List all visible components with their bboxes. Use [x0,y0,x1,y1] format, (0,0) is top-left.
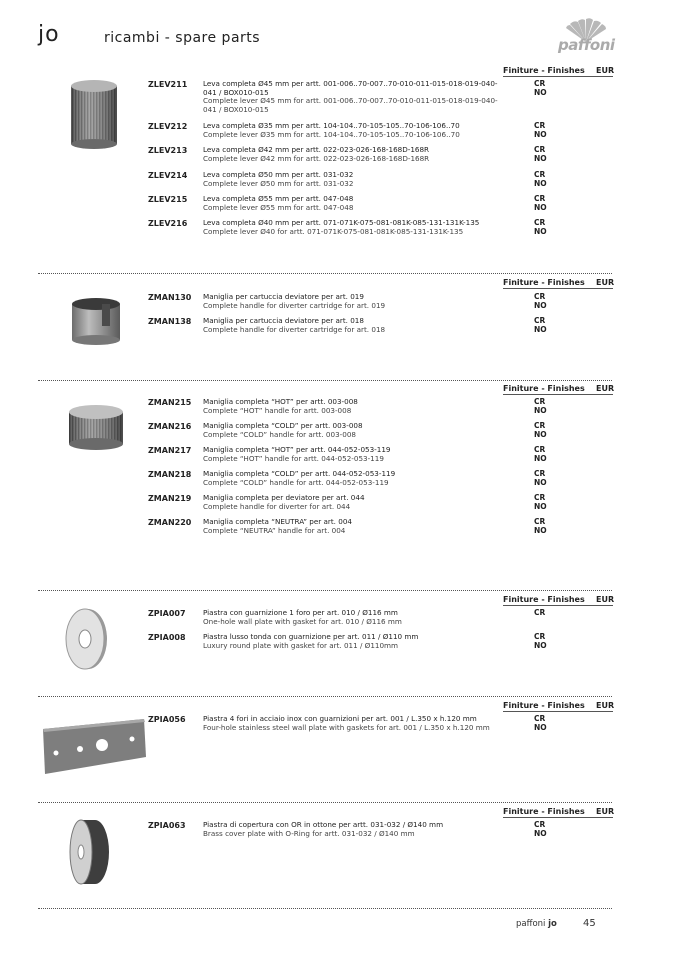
finish-codes: CR NO [534,170,547,188]
product-code: ZPIA007 [148,609,186,618]
header-rule [503,711,613,712]
finishes-header: Finiture - Finishes [503,384,585,393]
paffoni-logo [556,16,616,56]
product-description: Maniglia per cartuccia deviatore per art. 019 Complete handle for diverter cartridge for art. 019 [203,292,386,310]
product-code: ZLEV216 [148,219,188,228]
finishes-header: Finiture - Finishes [503,701,585,710]
product-code: ZPIA008 [148,633,186,642]
product-description: Piastra lusso tonda con guarnizione per art. 011 / Ø110 mm Luxury round plate with gasket for art. 011 / Ø110mm [203,632,419,650]
product-code: ZLEV212 [148,122,188,131]
product-code: ZMAN218 [148,470,192,479]
eur-header: EUR [596,595,615,604]
product-description: Piastra 4 fori in acciaio inox con guarnizioni per art. 001 / L.350 x h.120 mm Four-hole stainless steel wall plate with gaskets for art. 001 / L.350 x h.120 mm [203,714,490,732]
section-divider [38,696,612,697]
product-description: Leva completa Ø35 mm per artt. 104-104..70-105-105..70-106-106..70 Complete lever Ø35 mm for artt. 104-104..70-105-105..70-106-106..70 [203,121,460,139]
product-code: ZLEV213 [148,146,188,155]
finish-codes: CR NO [534,194,547,212]
product-code: ZMAN217 [148,446,192,455]
header-rule [503,605,613,606]
eur-header: EUR [596,384,615,393]
finishes-header: Finiture - Finishes [503,807,585,816]
finish-codes: CR NO [534,397,547,415]
header-rule [503,394,613,395]
page-brand: jo [38,22,60,47]
product-description: Maniglia completa “NEUTRA” per art. 004 Complete “NEUTRA” handle for art. 004 [203,517,352,535]
finish-codes: CR NO [534,292,547,310]
eur-header: EUR [596,66,615,75]
eur-header: EUR [596,278,615,287]
finish-codes: CR NO [534,316,547,334]
product-code: ZMAN130 [148,293,192,302]
product-description: Piastra di copertura con OR in ottone per artt. 031-032 / Ø140 mm Brass cover plate with O-Ring for artt. 031-032 / Ø140 mm [203,820,444,838]
product-description: Maniglia completa “COLD” per artt. 044-052-053-119 Complete “COLD” handle for artt. 044-052-053-119 [203,469,396,487]
product-description: Leva completa Ø50 mm per artt. 031-032 Complete lever Ø50 mm for artt. 031-032 [203,170,354,188]
product-code: ZPIA063 [148,821,186,830]
finish-codes: CR NO [534,79,547,97]
finishes-header: Finiture - Finishes [503,66,585,75]
product-description: Leva completa Ø55 mm per artt. 047-048 Complete lever Ø55 mm for artt. 047-048 [203,194,354,212]
finishes-header: Finiture - Finishes [503,595,585,604]
page-number: 45 [583,918,596,929]
product-code: ZLEV214 [148,171,188,180]
finishes-header: Finiture - Finishes [503,278,585,287]
section-divider [38,590,612,591]
round-wall-plate-image [62,603,112,673]
finish-codes: CR NO [534,218,547,236]
product-description: Maniglia completa “HOT” per artt. 003-008 Complete “HOT” handle for artt. 003-008 [203,397,358,415]
product-description: Maniglia per cartuccia deviatore per art. 018 Complete handle for diverter cartridge for art. 018 [203,316,386,334]
section-divider [38,802,612,803]
eur-header: EUR [596,807,615,816]
finish-codes: CR NO [534,632,547,650]
product-description: Maniglia completa “HOT” per artt. 044-052-053-119 Complete “HOT” handle for artt. 044-052-053-119 [203,445,391,463]
finish-codes: CR [534,608,546,617]
product-code: ZPIA056 [148,715,186,724]
product-code: ZLEV215 [148,195,188,204]
product-code: ZMAN215 [148,398,192,407]
diverter-handle-image [68,294,124,348]
product-code: ZMAN216 [148,422,192,431]
product-description: Leva completa Ø42 mm per artt. 022-023-026-168-168D-168R Complete lever Ø42 mm for artt. 022-023-026-168-168D-168R [203,145,430,163]
header-rule [503,817,613,818]
product-code: ZMAN220 [148,518,192,527]
product-code: ZMAN219 [148,494,192,503]
product-code: ZMAN138 [148,317,192,326]
lever-knurled-cylinder-image [66,76,124,152]
brass-cover-plate-image [68,815,116,887]
section-divider [38,908,612,909]
section-divider [38,380,612,381]
logo-text: paffoni [558,36,615,54]
finish-codes: CR NO [534,493,547,511]
finish-codes: CR NO [534,517,547,535]
finish-codes: CR NO [534,421,547,439]
product-description: Maniglia completa “COLD” per artt. 003-008 Complete “COLD” handle for artt. 003-008 [203,421,363,439]
header-rule [503,288,613,289]
finish-codes: CR NO [534,145,547,163]
product-code: ZLEV211 [148,80,188,89]
footer-brand: paffoni jo [516,919,557,929]
header-rule [503,76,613,77]
section-divider [38,273,612,274]
page-subtitle: ricambi - spare parts [104,30,261,46]
knurled-handle-image [66,402,126,454]
eur-header: EUR [596,701,615,710]
four-hole-plate-image [40,717,150,777]
finish-codes: CR NO [534,714,547,732]
finish-codes: CR NO [534,121,547,139]
finish-codes: CR NO [534,469,547,487]
product-description: Leva completa Ø40 mm per artt. 071-071K-075-081-081K-085-131-131K-135 Complete lever Ø40 for artt. 071-071K-075-081-081K-085-131-131K-135 [203,218,480,236]
finish-codes: CR NO [534,445,547,463]
product-description: Piastra con guarnizione 1 foro per art. 010 / Ø116 mm One-hole wall plate with gasket for art. 010 / Ø116 mm [203,608,402,626]
finish-codes: CR NO [534,820,547,838]
product-description: Maniglia completa per deviatore per art. 044 Complete handle for diverter for art. 044 [203,493,365,511]
product-description: Leva completa Ø45 mm per artt. 001-006..70-007..70-010-011-015-018-019-040-041 / BOX010-015 Complete lever Ø45 mm for artt. 001-006..70-007..70-010-011-015-018-019-040-041 / BOX010-015 [203,79,498,114]
